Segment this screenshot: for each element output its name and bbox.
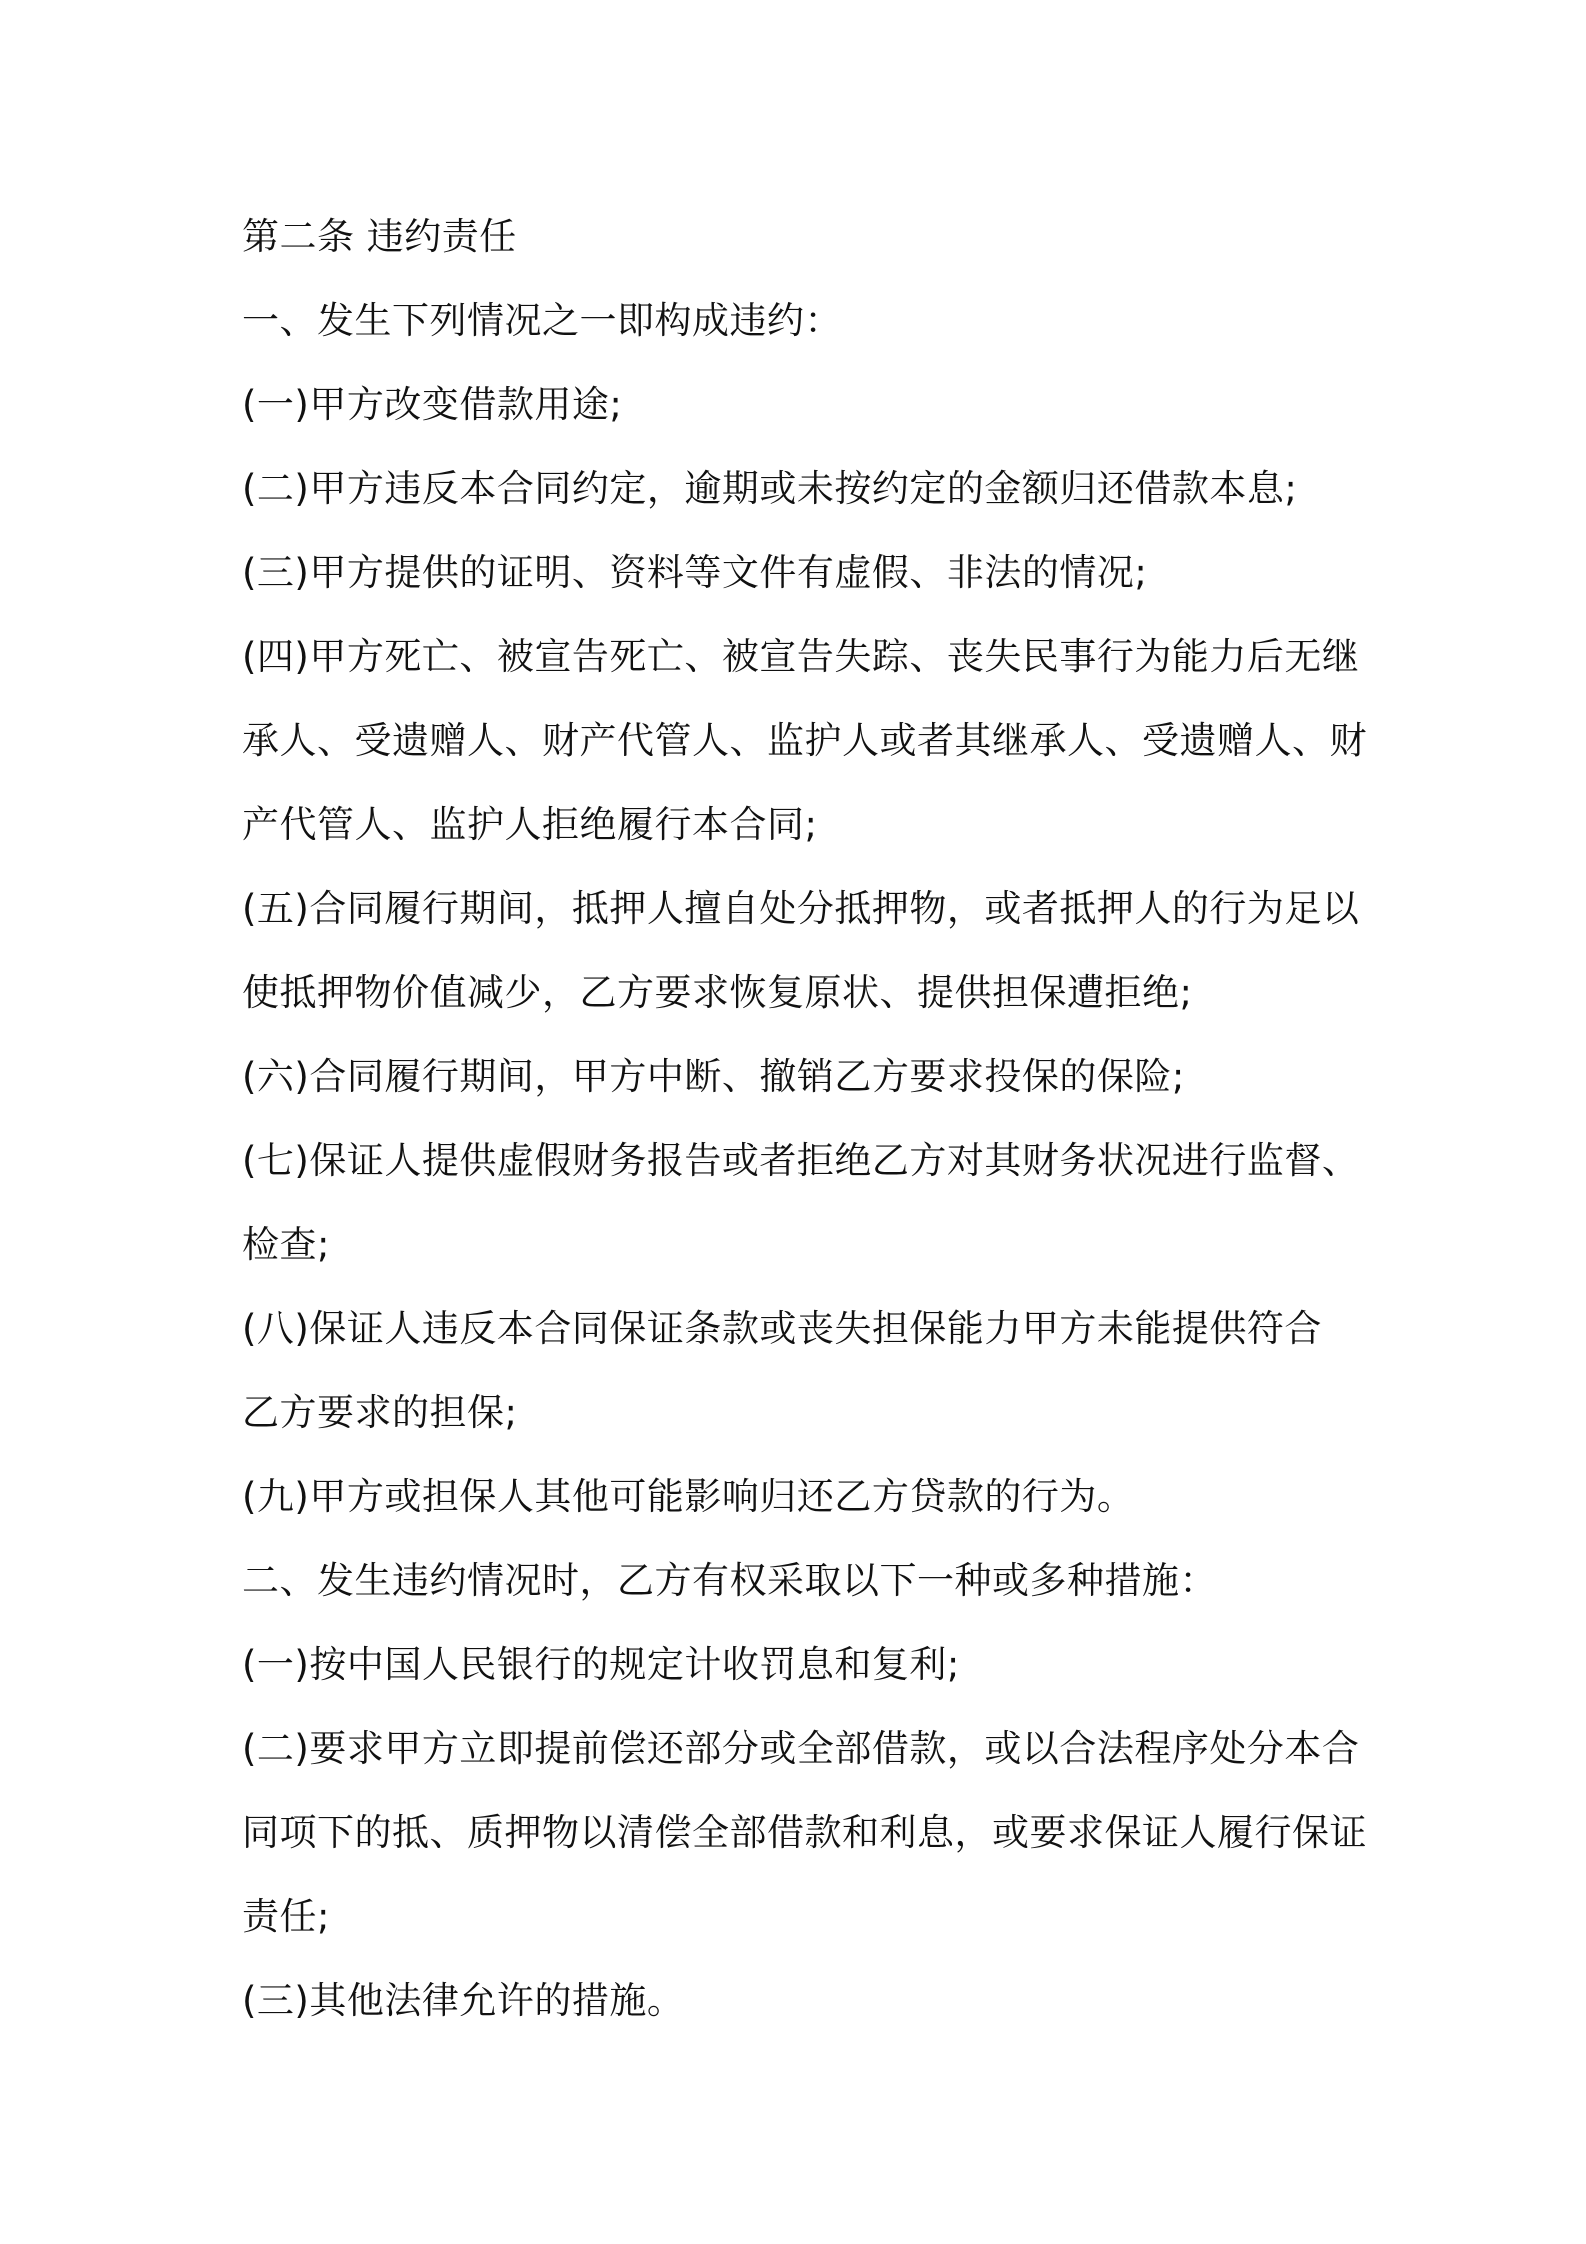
text-line: 二、发生违约情况时，乙方有权采取以下一种或多种措施： — [242, 1559, 1217, 1602]
text-line: 一、发生下列情况之一即构成违约： — [242, 299, 842, 342]
document-body — [242, 195, 1367, 2043]
text-line: 检查; — [242, 1223, 330, 1266]
article-title: 第二条 违约责任 — [242, 215, 517, 258]
text-line: (七)保证人提供虚假财务报告或者拒绝乙方对其财务状况进行监督、 — [242, 1139, 1360, 1182]
text-line: 使抵押物价值减少，乙方要求恢复原状、提供担保遭拒绝; — [242, 971, 1193, 1014]
text-line: (四)甲方死亡、被宣告死亡、被宣告失踪、丧失民事行为能力后无继 — [242, 635, 1360, 678]
text-line: 乙方要求的担保; — [242, 1391, 518, 1434]
text-line: (八)保证人违反本合同保证条款或丧失担保能力甲方未能提供符合 — [242, 1307, 1322, 1350]
text-line: (五)合同履行期间，抵押人擅自处分抵押物，或者抵押人的行为足以 — [242, 887, 1360, 930]
text-line: 承人、受遗赠人、财产代管人、监护人或者其继承人、受遗赠人、财 — [242, 719, 1367, 762]
text-line: 产代管人、监护人拒绝履行本合同; — [242, 803, 818, 846]
text-line: (二)甲方违反本合同约定，逾期或未按约定的金额归还借款本息; — [242, 467, 1298, 510]
text-line: (二)要求甲方立即提前偿还部分或全部借款，或以合法程序处分本合 — [242, 1727, 1360, 1770]
text-line: (九)甲方或担保人其他可能影响归还乙方贷款的行为。 — [242, 1475, 1135, 1518]
text-line: (一)按中国人民银行的规定计收罚息和复利; — [242, 1643, 960, 1686]
text-line: 责任; — [242, 1895, 330, 1938]
text-line: (三)其他法律允许的措施。 — [242, 1979, 685, 2022]
text-line: (三)甲方提供的证明、资料等文件有虚假、非法的情况; — [242, 551, 1148, 594]
text-line: (一)甲方改变借款用途; — [242, 383, 623, 426]
text-line: 同项下的抵、质押物以清偿全部借款和利息，或要求保证人履行保证 — [242, 1811, 1367, 1854]
text-line: (六)合同履行期间，甲方中断、撤销乙方要求投保的保险; — [242, 1055, 1185, 1098]
